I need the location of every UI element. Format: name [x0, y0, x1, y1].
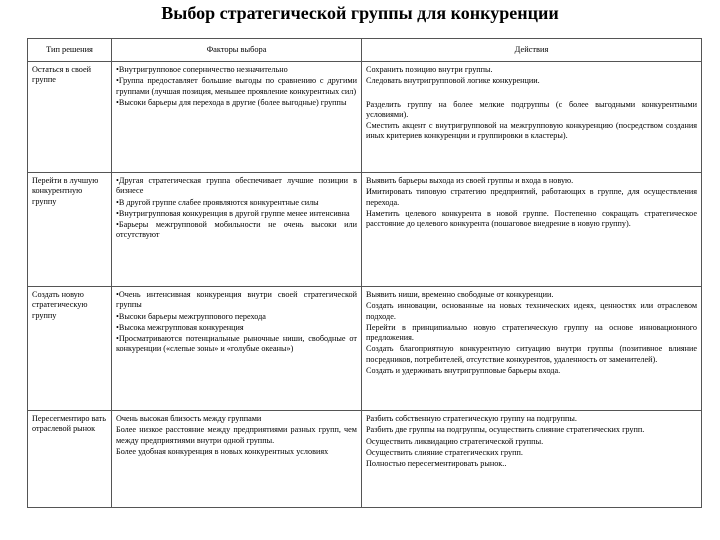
action-item: Следовать внутригрупповой логике конкуренции.	[366, 76, 540, 86]
header-decision-type: Тип решения	[28, 39, 112, 62]
page-title: Выбор стратегической группы для конкуренции	[161, 3, 559, 23]
action-item: Создать инновации, основанные на новых технических идеях, ценностях или отраслевом подходе.	[366, 301, 697, 321]
action-item: Создать благоприятную конкурентную ситуацию внутри группы (позитивное влияние посредников, потребителей, отсутствие конкурентов, удаленность от заменителей).	[366, 344, 697, 364]
factor-item: Более удобная конкуренция в новых конкурентных условиях	[116, 446, 329, 456]
table-header-row	[28, 39, 702, 62]
actions-cell	[362, 173, 702, 287]
factor-item: •Барьеры межгрупповой мобильности не очень высоки или отсутствуют	[116, 220, 357, 240]
header-actions: Действия	[362, 39, 702, 62]
action-item: Осуществить ликвидацию стратегической группы.	[366, 436, 544, 446]
header-factors: Факторы выбора	[112, 39, 362, 62]
action-item: Перейти в принципиально новую стратегическую группу на основе инновационного предложения.	[366, 322, 697, 343]
decision-type-cell: Создать новую стратегическую группу	[28, 287, 112, 411]
factor-item: •В другой группе слабее проявляются конкурентные силы	[116, 197, 319, 207]
factor-item: •Высоки барьеры межгруппового перехода	[116, 311, 266, 321]
factor-item: •Просматриваются потенциальные рыночные ниши, свободные от конкуренции («слепые зоны» и «голубые океаны»)	[116, 334, 357, 354]
action-item: Имитировать типовую стратегию предприятий, работающих в группе, для осуществления перехода.	[366, 187, 697, 207]
factor-item: •Высоки барьеры для перехода в другие (более выгодные) группы	[116, 97, 347, 107]
factor-item: •Группа предоставляет большие выгоды по сравнению с другими группами (лучшая позиция, меньшее проявление конкурентных сил)	[116, 76, 357, 96]
factors-cell	[112, 173, 362, 287]
action-item: Сохранить позицию внутри группы.	[366, 65, 493, 74]
action-item: Выявить барьеры выхода из своей группы и входа в новую.	[366, 176, 574, 185]
table-row	[28, 62, 702, 173]
actions-cell	[362, 287, 702, 411]
decision-type-cell: Перейти в лучшую конкурентную группу	[28, 173, 112, 287]
action-item: Сместить акцент с внутригрупповой на межгрупповую конкуренцию (посредством создания иных критериев конкуренции и группировки в кластеры).	[366, 121, 697, 141]
factors-cell	[112, 287, 362, 411]
factor-item: Очень высокая близость между группами	[116, 414, 262, 423]
factors-cell	[112, 411, 362, 508]
action-item: Наметить целевого конкурента в новой группе. Постепенно сокращать стратегическое расстояние до целевого конкурента (пошаговое внедрение в новую группу).	[366, 208, 697, 229]
factor-item: Более низкое расстояние между предприятиями разных групп, чем между предприятиями внутри одной группы.	[116, 425, 357, 445]
factor-item: •Внутригрупповое соперничество незначительно	[116, 65, 288, 74]
decision-type-cell: Пересегментиро вать отраслевой рынок	[28, 411, 112, 508]
actions-cell	[362, 411, 702, 508]
decision-type-cell: Остаться в своей группе	[28, 62, 112, 173]
strategy-table	[27, 38, 702, 508]
table-row	[28, 411, 702, 508]
action-item: Создать и удерживать внутригрупповые барьеры входа.	[366, 366, 561, 376]
action-item: Разбить собственную стратегическую группу на подгруппы.	[366, 414, 577, 423]
factor-item: •Высока межгрупповая конкуренция	[116, 322, 244, 332]
factors-cell	[112, 62, 362, 173]
factor-item: •Другая стратегическая группа обеспечивает лучшие позиции в бизнесе	[116, 176, 357, 196]
factor-item: •Очень интенсивная конкуренция внутри своей стратегической группы	[116, 290, 357, 310]
action-item: Выявить ниши, временно свободные от конкуренции.	[366, 290, 554, 299]
table-row	[28, 287, 702, 411]
action-item: Полностью пересегментировать рынок..	[366, 459, 507, 469]
factor-item: •Внутригрупповая конкуренция в другой группе менее интенсивна	[116, 208, 350, 218]
table-row	[28, 173, 702, 287]
action-item: Разбить две группы на подгруппы, осуществить слияние стратегических групп.	[366, 425, 645, 435]
action-item: Разделить группу на более мелкие подгруппы (с более выгодными конкурентными условиями).	[366, 99, 697, 119]
action-item: Осуществить слияние стратегических групп.	[366, 447, 523, 457]
actions-cell	[362, 62, 702, 173]
